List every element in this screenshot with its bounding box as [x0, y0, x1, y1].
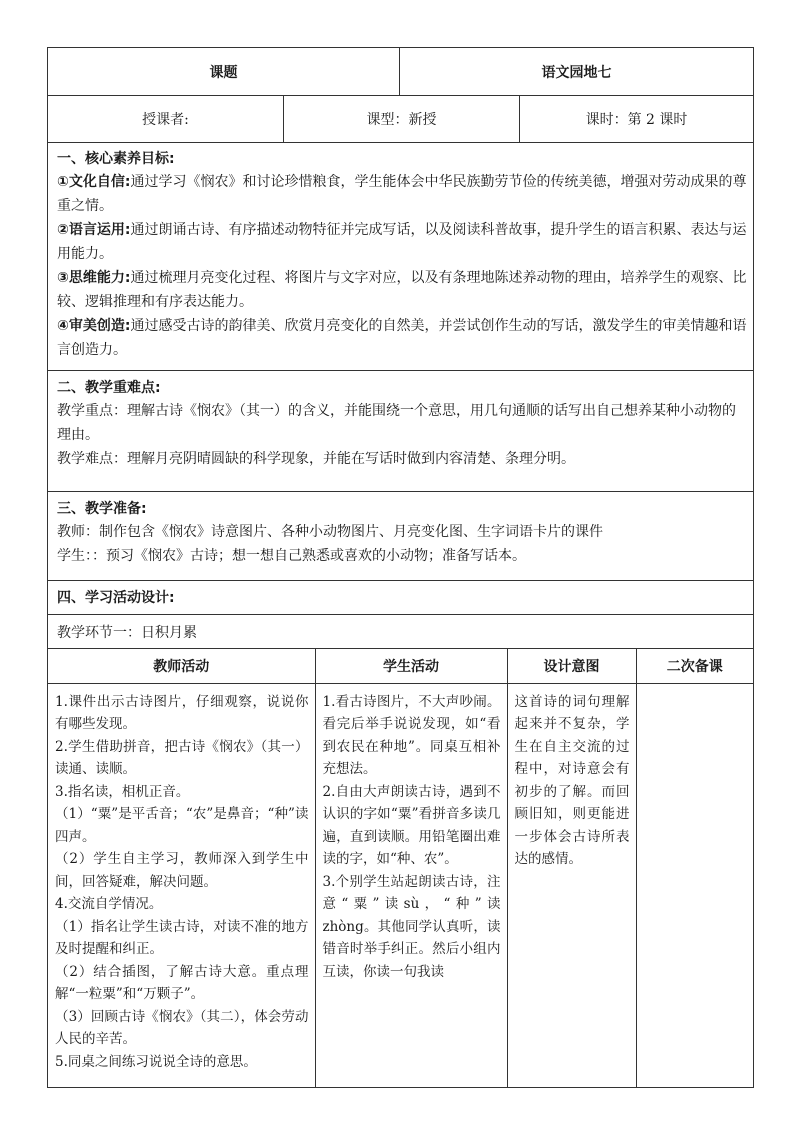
second-prep-cell [636, 683, 753, 1087]
preparation-title: 三、教学准备: [57, 501, 147, 517]
activity-content-row [48, 683, 753, 1087]
objective-item: ②语言运用:通过朗诵古诗、有序描述动物特征并完成写话，以及阅读科普故事，提升学生的语言积累、表达与运用能力。 [57, 222, 747, 262]
col-design-intent: 设计意图 [507, 649, 636, 683]
key-points-title: 二、教学重难点: [57, 380, 161, 396]
lesson-plan-page [47, 47, 753, 1088]
info-row [48, 96, 754, 143]
teacher-line: （2）结合插图，了解古诗大意。重点理解“一粒粟”和“万颗子”。 [55, 963, 309, 1002]
activity-header-row [48, 649, 753, 683]
objective-item: ④审美创造:通过感受古诗的韵律美、欣赏月亮变化的自然美，并尝试创作生动的写话，激发学生的审美情趣和语言创造力。 [57, 318, 747, 358]
teacher-line: 1.课件出示古诗图片，仔细观察，说说你有哪些发现。 [55, 693, 309, 732]
objectives-section [48, 143, 754, 371]
objectives-title: 一、核心素养目标: [57, 151, 175, 167]
teacher-line: 2.学生借助拼音，把古诗《悯农》（其一）读通、读顺。 [55, 738, 309, 777]
lesson-type: 课型：新授 [284, 96, 520, 142]
preparation-section [48, 492, 754, 581]
key-points-section [48, 371, 754, 492]
objectives-row [48, 143, 754, 371]
teacher-line: 4.交流自学情况。 [55, 896, 163, 912]
activity-step-row [48, 615, 754, 649]
activity-table [48, 649, 753, 1087]
key-difficulty: 教学难点：理解月亮阴晴圆缺的科学现象，并能在写话时做到内容清楚、条理分明。 [57, 451, 575, 467]
prep-teacher: 教师：制作包含《悯农》诗意图片、各种小动物图片、月亮变化图、生字词语卡片的课件 [57, 524, 603, 540]
subject-value: 语文园地七 [400, 48, 754, 96]
subject-label: 课题 [48, 48, 400, 96]
teacher-label: 授课者: [48, 96, 284, 142]
prep-student: 学生：：预习《悯农》古诗；想一想自己熟悉或喜欢的小动物；准备写话本。 [57, 548, 526, 564]
activity-body-row [48, 649, 754, 1088]
student-line: 1.看古诗图片，不大声吵闹。看完后举手说说发现，如“看到农民在种地”。同桌互相补充想法。 [322, 693, 501, 777]
col-student-activity: 学生活动 [315, 649, 507, 683]
activity-step: 教学环节一：日积月累 [48, 615, 754, 649]
activity-title-row [48, 581, 754, 615]
teacher-line: （1）“粟”是平舌音；“农”是鼻音；“种”读四声。 [55, 806, 309, 845]
col-teacher-activity: 教师活动 [48, 649, 315, 683]
col-second-prep: 二次备课 [636, 649, 753, 683]
lesson-plan-table [47, 47, 754, 1088]
teacher-line: 5.同桌之间练习说说全诗的意思。 [55, 1053, 257, 1070]
objective-item: ①文化自信:通过学习《悯农》和讨论珍惜粮食，学生能体会中华民族勤劳节俭的传统美德，增强对劳动成果的尊重之情。 [57, 174, 747, 214]
teacher-activity-cell [48, 683, 315, 1087]
student-line: 3.个别学生站起朗读古诗，注意“粟”读sù，“种”读zhòng。其他同学认真听，读错音时举手纠正。然后小组内互读，你读一句我读 [322, 873, 501, 980]
design-intent-cell: 这首诗的词句理解起来并不复杂，学生在自主交流的过程中，对诗意会有初步的了解。而回顾旧知，则更能进一步体会古诗所表达的感情。 [507, 683, 636, 1087]
preparation-row [48, 492, 754, 581]
key-points-row [48, 371, 754, 492]
teacher-line: （1）指名让学生读古诗，对读不准的地方及时提醒和纠正。 [55, 918, 309, 957]
teacher-line: （2）学生自主学习，教师深入到学生中间，回答疑难，解决问题。 [55, 851, 309, 890]
student-line: 2.自由大声朗读古诗，遇到不认识的字如“粟”看拼音多读几遍，直到读顺。用铅笔圈出难读的字，如“种、农”。 [322, 783, 501, 867]
activity-title: 四、学习活动设计: [57, 589, 175, 606]
objective-item: ③思维能力:通过梳理月亮变化过程、将图片与文字对应，以及有条理地陈述养动物的理由，培养学生的观察、比较、逻辑推理和有序表达能力。 [57, 270, 747, 310]
key-focus: 教学重点：理解古诗《悯农》（其一）的含义，并能围绕一个意思，用几句通顺的话写出自己想养某种小动物的理由。 [57, 403, 736, 443]
teacher-line: （3）回顾古诗《悯农》（其二），体会劳动人民的辛苦。 [55, 1008, 309, 1047]
teacher-line: 3.指名读，相机正音。 [55, 783, 190, 800]
student-activity-cell [315, 683, 507, 1087]
lesson-period: 课时：第 2 课时 [585, 112, 688, 128]
title-row [48, 48, 754, 96]
